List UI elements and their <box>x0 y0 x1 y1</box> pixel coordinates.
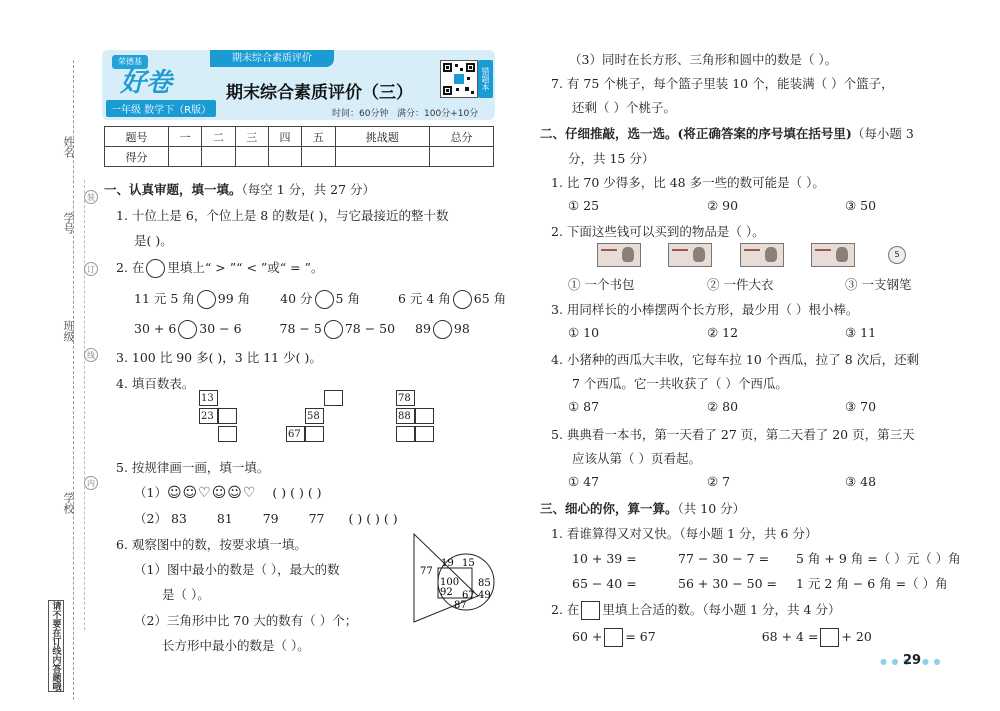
class-label: 班级 <box>62 320 75 342</box>
shapes-figure <box>408 530 500 626</box>
score-input-cell[interactable] <box>430 147 494 167</box>
banknote-icon <box>668 243 712 267</box>
figure-number: 15 <box>462 558 475 569</box>
option[interactable]: ① 25 <box>568 198 600 213</box>
exam-meta <box>332 106 478 119</box>
school-label: 学校 <box>62 492 75 514</box>
option[interactable]: ② 7 <box>707 474 731 489</box>
compare-left: 40 分 <box>280 291 313 306</box>
compare-circle-input[interactable] <box>433 320 452 339</box>
equation: 65 − 40 = <box>572 576 637 591</box>
answer-box[interactable] <box>604 628 623 647</box>
banknote-icon <box>597 243 641 267</box>
s2-q2-options <box>568 275 911 293</box>
equation: 77 − 30 − 7 = <box>678 551 770 566</box>
binding-notice: 请不要在订线内答题哦 <box>48 600 64 692</box>
binding-dashed-line-inner <box>84 180 85 630</box>
q2-suffix: 里填上“ > ”“ < ”或“ = ”。 <box>167 260 324 275</box>
compare-right: 5 角 <box>335 291 360 306</box>
figure-number: 49 <box>478 590 491 601</box>
compare-left: 6 元 4 角 <box>397 291 451 306</box>
page-dots-left: ● ● ● <box>880 657 912 666</box>
score-table-cell: 三 <box>235 127 268 147</box>
section2-note: （每小题 3 <box>851 126 914 141</box>
score-table-cell: 总分 <box>430 127 494 147</box>
q5-part1-blanks: ( ) ( ) ( ) <box>272 485 322 500</box>
figure-number: 77 <box>420 566 433 577</box>
score-table-cell: 挑战题 <box>335 127 429 147</box>
time-label: 时间：60分钟 <box>332 109 389 119</box>
s3-row1 <box>572 549 961 567</box>
section3-note: （共 10 分） <box>677 501 746 516</box>
section2-note-cont: 分，共 15 分） <box>568 151 655 166</box>
q6-part1-line1: （1）图中最小的数是（ ），最大的数 <box>134 562 340 577</box>
page-number: 29 <box>903 653 922 668</box>
option[interactable]: ③ 一支钢笔 <box>845 277 912 292</box>
brand-tag: 荣德基 <box>112 55 148 69</box>
compare-circle-icon <box>146 259 165 278</box>
score-table-header-row <box>105 127 494 147</box>
score-table-cell: 四 <box>268 127 301 147</box>
s3-row2 <box>572 574 948 592</box>
s2-q1-options <box>568 198 876 213</box>
s2-q5-line2: 应该从第（ ）页看起。 <box>572 451 701 466</box>
compare-right: 98 <box>453 321 470 336</box>
section1-note: （每空 1 分，共 27 分） <box>241 182 376 197</box>
equation: 1 元 2 角 − 6 角 =（ ）角 <box>796 576 948 591</box>
figure-number: 87 <box>454 600 467 611</box>
chart-blank-cell[interactable] <box>305 426 324 442</box>
q6-part3-line: （3）同时在长方形、三角形和圆中的数是（ ）。 <box>569 52 838 67</box>
sequence-number: 79 <box>262 511 279 526</box>
compare-right: 65 角 <box>473 291 507 306</box>
q2-prefix: 2. 在 <box>116 260 145 275</box>
compare-left: 78 − 5 <box>279 321 322 336</box>
chart-cell: 88 <box>396 408 415 424</box>
q6-line: 6. 观察图中的数，按要求填一填。 <box>116 537 307 552</box>
score-table-cell: 一 <box>168 127 201 147</box>
s2-q5-line1: 5. 典典看一本书，第一天看了 27 页，第二天看了 20 页，第三天 <box>551 427 915 442</box>
figure-number: 85 <box>478 578 491 589</box>
s2-q1-line: 1. 比 70 少得多，比 48 多一些的数可能是（ ）。 <box>551 175 825 190</box>
option[interactable]: ③ 11 <box>845 325 877 340</box>
option[interactable]: ① 87 <box>568 399 600 414</box>
page-dots-right: ● ● <box>922 657 942 666</box>
chart-blank-cell[interactable] <box>396 426 415 442</box>
s2-q3-line: 3. 用同样长的小棒摆两个长方形，最少用（ ）根小棒。 <box>551 302 859 317</box>
score-input-cell[interactable] <box>168 147 201 167</box>
sequence-number: 83 <box>170 511 187 526</box>
option[interactable]: ① 10 <box>568 325 600 340</box>
name-label: 姓名 <box>62 136 75 158</box>
figure-number: 100 <box>440 577 460 588</box>
s3-q2-prefix: 2. 在 <box>551 602 580 617</box>
smiley-heart-pattern-icon: ☺☺♡☺☺♡ <box>166 485 257 501</box>
score-table-cell: 二 <box>202 127 235 147</box>
q5-part2-label: （2） <box>134 511 167 526</box>
binding-strip <box>0 0 98 711</box>
section2-instruction: (将正确答案的序号填在括号里) <box>677 126 852 141</box>
q7-line1: 7. 有 75 个桃子，每个篮子里装 10 个，能装满（ ）个篮子， <box>551 76 894 91</box>
chart-cell: 78 <box>396 390 415 406</box>
chart-cell: 13 <box>199 390 218 406</box>
q2-row1 <box>134 289 506 309</box>
figure-number: 92 <box>440 587 453 598</box>
banknote-icon <box>811 243 855 267</box>
option[interactable]: ③ 48 <box>845 474 877 489</box>
q4-line: 4. 填百数表。 <box>116 376 195 391</box>
chart-blank-cell[interactable] <box>218 408 237 424</box>
banknote-icon <box>740 243 784 267</box>
option[interactable]: ③ 50 <box>845 198 877 213</box>
equation-right: = 67 <box>625 629 656 644</box>
equation: 5 角 + 9 角 =（ ）元（ ）角 <box>796 551 961 566</box>
compare-left: 89 <box>415 321 431 336</box>
s2-q5-options <box>568 474 876 489</box>
s3-q2-line <box>551 600 840 620</box>
chart-blank-cell[interactable] <box>415 408 434 424</box>
chart-blank-cell[interactable] <box>415 426 434 442</box>
compare-circle-input[interactable] <box>178 320 197 339</box>
chart-blank-cell[interactable] <box>324 390 343 406</box>
section2-heading <box>540 124 914 142</box>
score-input-cell[interactable] <box>235 147 268 167</box>
option[interactable]: ② 80 <box>707 399 739 414</box>
binding-mark: 装 <box>84 190 98 204</box>
qr-code-icon <box>440 60 478 98</box>
score-input-cell[interactable] <box>302 147 335 167</box>
option[interactable]: ① 47 <box>568 474 600 489</box>
equation: 56 + 30 − 50 = <box>678 576 778 591</box>
blank-box-icon <box>581 601 600 620</box>
q5-part2-blanks: ( ) ( ) ( ) <box>348 511 398 526</box>
chart-cell: 23 <box>199 408 218 424</box>
sequence-number: 77 <box>308 511 325 526</box>
section1-title: 一、认真审题，填一填。 <box>104 182 242 197</box>
compare-circle-input[interactable] <box>197 290 216 309</box>
s3-q1-line: 1. 看谁算得又对又快。（每小题 1 分，共 6 分） <box>551 526 818 541</box>
score-table-cell: 五 <box>302 127 335 147</box>
option[interactable]: ② 12 <box>707 325 739 340</box>
chart-blank-cell[interactable] <box>218 426 237 442</box>
q7-line2: 还剩（ ）个桃子。 <box>572 100 676 115</box>
chart-cell: 67 <box>286 426 305 442</box>
q1-line1: 1. 十位上是 6，个位上是 8 的数是( )，与它最接近的整十数 <box>116 208 449 223</box>
brand-logo: 好卷 <box>120 68 173 98</box>
section1-heading <box>104 180 375 198</box>
q5-part1 <box>134 483 322 501</box>
grade-tag: 一年级 数学下（R版） <box>106 100 216 117</box>
s2-q4-line1: 4. 小猪种的西瓜大丰收，它每车拉 10 个西瓜，拉了 8 次后，还剩 <box>551 352 920 367</box>
s2-q4-line2: 7 个西瓜。它一共收获了（ ）个西瓜。 <box>572 376 788 391</box>
s2-q2-line: 2. 下面这些钱可以买到的物品是（ ）。 <box>551 224 765 239</box>
option[interactable]: ② 一件大衣 <box>707 277 774 292</box>
s3-q2-suffix: 里填上合适的数。（每小题 1 分，共 4 分） <box>602 602 841 617</box>
score-table-score-row <box>105 147 494 167</box>
score-input-cell[interactable] <box>202 147 235 167</box>
score-input-cell[interactable] <box>335 147 429 167</box>
q3-line: 3. 100 比 90 多( )，3 比 11 少( )。 <box>116 350 322 365</box>
compare-right: 99 角 <box>217 291 251 306</box>
series-tag: 期末综合素质评价 <box>210 50 334 67</box>
exam-title: 期末综合素质评价（三） <box>226 83 413 103</box>
equation-left: 60 + <box>572 629 603 644</box>
figure-number: 19 <box>441 558 454 569</box>
compare-circle-input[interactable] <box>315 290 334 309</box>
binding-mark: 线 <box>84 348 98 362</box>
score-input-cell[interactable] <box>268 147 301 167</box>
equation-right: + 20 <box>841 629 872 644</box>
figure-number: 67 <box>462 590 475 601</box>
s3-q2-equations <box>572 628 872 647</box>
binding-mark: 内 <box>84 476 98 490</box>
section3-heading <box>540 499 745 517</box>
coin-icon: 5 <box>888 246 906 264</box>
option[interactable]: ③ 70 <box>845 399 877 414</box>
q1-line2: 是( )。 <box>134 233 173 248</box>
q2-line <box>116 258 324 278</box>
option[interactable]: ② 90 <box>707 198 739 213</box>
q5-line: 5. 按规律画一画，填一填。 <box>116 460 270 475</box>
score-table-cell: 得分 <box>105 147 169 167</box>
s2-q3-options <box>568 325 876 340</box>
compare-right: 30 − 6 <box>199 321 242 336</box>
q5-part2 <box>134 509 398 527</box>
binding-mark: 订 <box>84 262 98 276</box>
score-table <box>104 126 494 167</box>
q6-part1-line2: 是（ ）。 <box>162 587 210 602</box>
equation-left: 68 + 4 = <box>761 629 819 644</box>
compare-circle-input[interactable] <box>453 290 472 309</box>
mistake-book-tab: 错题本 <box>478 60 493 98</box>
q6-part2-line2: 长方形中最小的数是（ ）。 <box>162 638 310 653</box>
score-table-cell: 题号 <box>105 127 169 147</box>
sequence-number: 81 <box>216 511 233 526</box>
answer-box[interactable] <box>820 628 839 647</box>
s2-q4-options <box>568 399 876 414</box>
compare-left: 30 + 6 <box>134 321 177 336</box>
student-id-label: 学号 <box>62 212 75 234</box>
option[interactable]: ① 一个书包 <box>568 277 635 292</box>
equation: 10 + 39 = <box>572 551 637 566</box>
q5-part1-label: （1） <box>134 485 167 500</box>
full-score-label: 满分：100分+10分 <box>397 109 479 119</box>
section2-title: 二、仔细推敲，选一选。 <box>540 126 678 141</box>
compare-right: 78 − 50 <box>344 321 396 336</box>
compare-circle-input[interactable] <box>324 320 343 339</box>
q2-row2 <box>134 320 470 339</box>
compare-left: 11 元 5 角 <box>134 291 195 306</box>
q6-part2-line1: （2）三角形中比 70 大的数有（ ）个； <box>134 613 358 628</box>
section3-title: 三、细心的你，算一算。 <box>540 501 678 516</box>
chart-cell: 58 <box>305 408 324 424</box>
